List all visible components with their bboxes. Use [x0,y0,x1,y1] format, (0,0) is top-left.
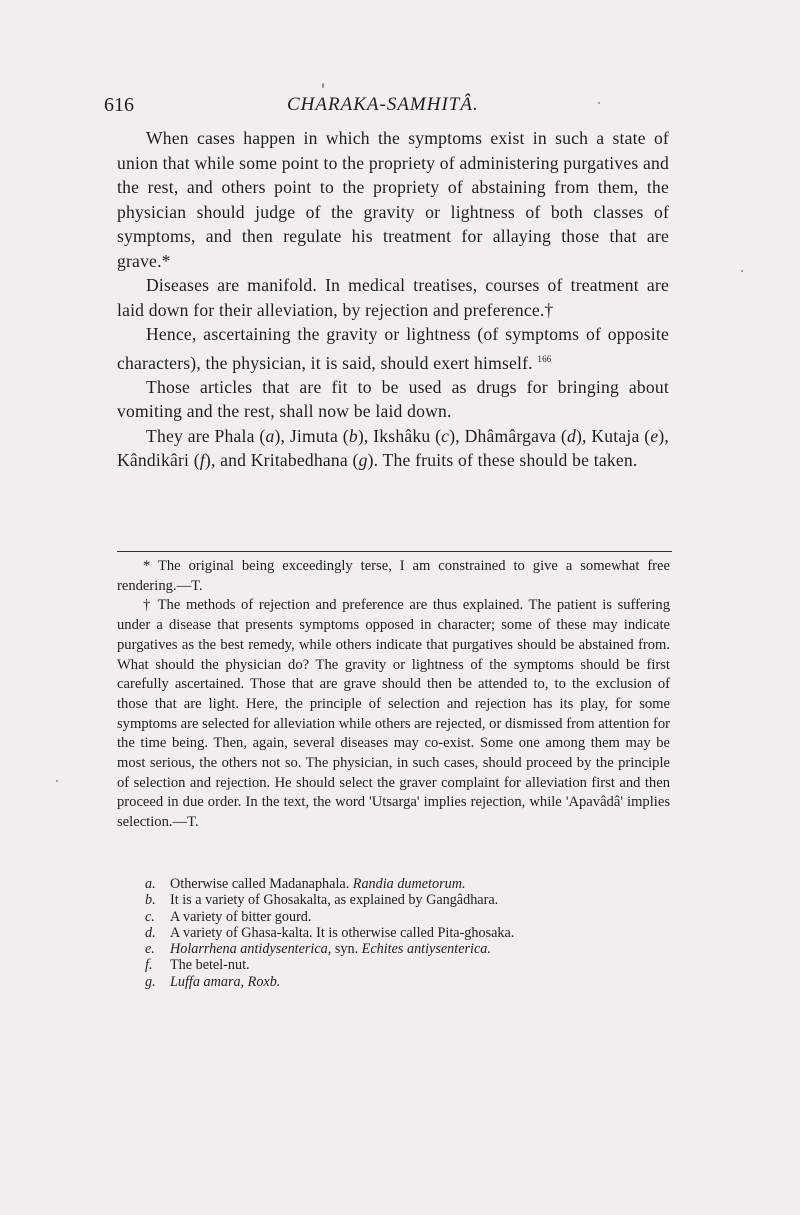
note-letter: e. [145,941,155,958]
note-text: The betel-nut. [170,957,250,974]
note-ref-b: b [348,425,358,446]
note-ref-a: a [265,425,275,446]
note-item [140,876,660,892]
lettered-notes [140,876,660,990]
paragraph-3 [117,322,669,375]
paper-speck [598,102,600,104]
note-ref-e: e [650,425,659,446]
note-item [140,941,660,957]
note-item [140,957,660,973]
paper-speck [56,780,58,782]
note-ref-f: f [199,450,205,471]
note-text: A variety of bitter gourd. [170,908,312,925]
running-title: CHARAKA-SAMHITÂ. [287,94,479,115]
note-item [140,909,660,925]
p5-text: They are Phala ( [146,425,266,446]
note-text: syn. [331,941,362,958]
main-text [117,126,669,473]
note-item [140,925,660,941]
footnotes [117,557,670,833]
note-botanical: Luffa amara, Roxb. [170,973,281,990]
note-botanical: Randia dumetorum. [352,876,466,892]
note-letter: a. [145,876,156,892]
note-letter: c. [145,908,155,925]
paper-speck [322,83,324,88]
p5-text: ), Jimuta ( [274,425,349,446]
note-text: Otherwise called Madanaphala. [170,876,353,892]
note-ref-g: g [358,450,368,471]
note-text: A variety of Ghasa-kalta. It is otherwise called Pita-ghosaka. [170,924,515,941]
p5-text: ), Ikshâku ( [357,425,442,446]
note-item [140,974,660,990]
paragraph-1: When cases happen in which the symptoms exist in such a state of union that while some point to the propriety of administering purgatives and the rest, and others point to the propriety of abstaining from them, the physician should judge of the gravity or lightness of both classes of symptoms, and then regulate his treatment for allaying those that are grave.* [117,128,669,271]
footnote-star: * The original being exceedingly terse, I am constrained to give a somewhat free rendering.—T. [117,558,670,594]
note-letter: g. [145,973,156,990]
p5-text: ), and Kritabedhana ( [204,450,359,471]
verse-reference: 166 [537,353,552,364]
p5-text: ). The fruits of these should be taken. [367,450,638,471]
paragraph-2: Diseases are manifold. In medical treatises, courses of treatment are laid down for their alleviation, by rejection and preference.† [117,275,669,320]
footnote-dagger: † The methods of rejection and preference are thus explained. The patient is suffering under a disease that presents symptoms opposed in character; some of these may indicate purgatives as the best remedy, while others indicate that purgatives should be abstained from. What should the physician do? The gravity or lightness of the symptoms should be first carefully ascertained. Those that are grave should then be attended to, to the exclusion of those that are light. Here, the principle of selection and rejection has its play, for some symptoms are selected for alleviation while others are rejected, or dismissed from attention for the time being. Then, again, several diseases may co-exist. Some one among them may be most serious, the others not so. The physician, in such cases, should proceed by the principle of selection and rejection. He should select the graver complaint for alleviation first and then proceed in due order. In the text, the word 'Utsarga' implies rejection, while 'Apavâdâ' implies selection.—T. [117,597,670,831]
page-number: 616 [104,94,134,116]
note-letter: d. [145,924,156,941]
p5-text: ), Kutaja ( [575,425,651,446]
footnote-divider [117,551,672,552]
p5-text: ), Dhâmârgava ( [449,425,567,446]
note-ref-d: d [566,425,576,446]
note-botanical: Echites antiysenterica. [361,941,491,958]
note-text: It is a variety of Ghosakalta, as explained by Gangâdhara. [170,892,499,909]
note-botanical: Holarrhena antidysenterica, [170,941,332,958]
paragraph-3-text: Hence, ascertaining the gravity or lightness (of symptoms of opposite characters), the physician, it is said, should exert himself. [117,324,669,373]
note-letter: f. [145,957,153,974]
note-ref-c: c [441,425,450,446]
page-header [104,94,677,116]
paper-speck [741,270,743,272]
paragraph-4: Those articles that are fit to be used as drugs for bringing about vomiting and the rest, shall now be laid down. [117,376,669,422]
p5-text: ), Kândikâri ( [117,425,670,471]
note-item [140,892,660,908]
note-letter: b. [145,892,156,909]
paragraph-5 [117,424,669,473]
